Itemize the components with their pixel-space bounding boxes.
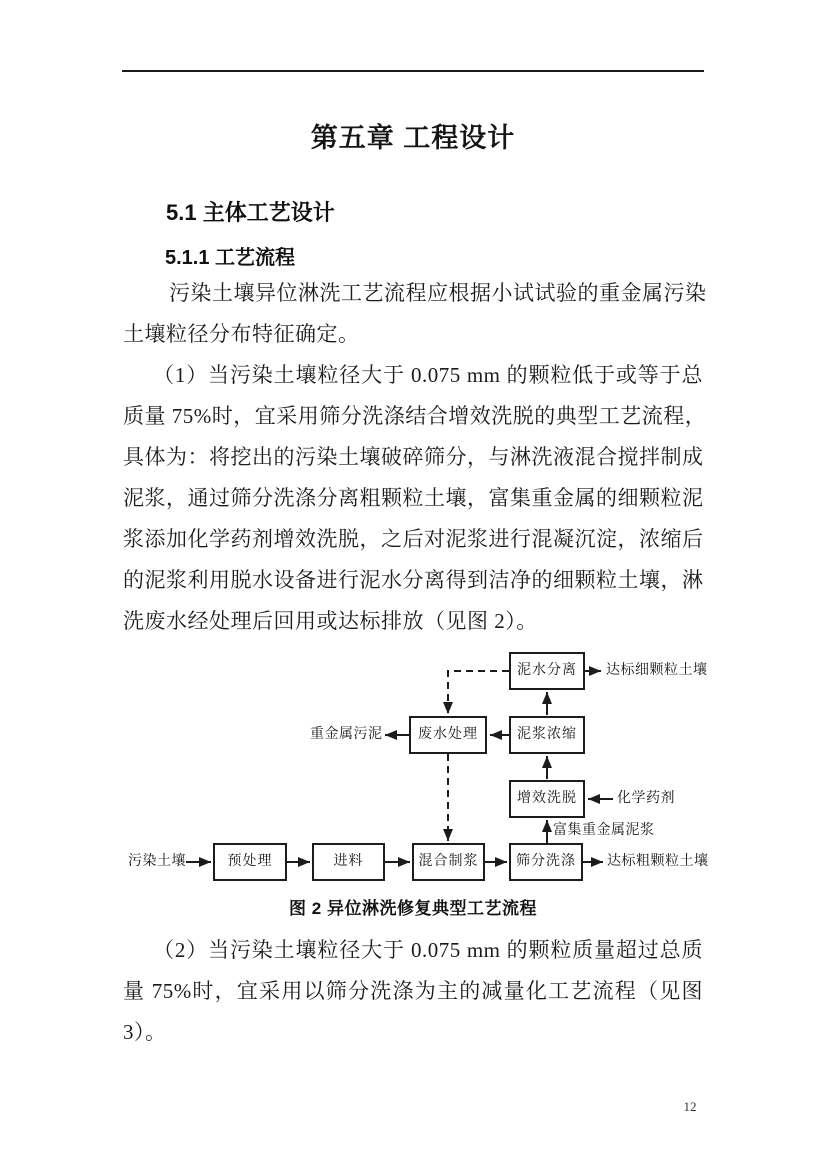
flow-box-mud-water-separation: 泥水分离 bbox=[509, 652, 585, 690]
subsection-heading-5-1-1: 5.1.1 工艺流程 bbox=[165, 247, 296, 269]
text-line: 量 75%时，宜采用以筛分洗涤为主的减量化工艺流程（见图 bbox=[123, 979, 703, 1003]
flow-label-heavy-metal-sludge: 重金属污泥 bbox=[310, 727, 383, 742]
flow-label-chemical-agent: 化学药剂 bbox=[617, 791, 675, 806]
paragraph-case-1 bbox=[123, 355, 707, 642]
text-line: 污染土壤异位淋洗工艺流程应根据小试试验的重金属污染 bbox=[169, 281, 707, 305]
flowchart-arrows bbox=[0, 648, 826, 928]
text-line: 3）。 bbox=[123, 1020, 167, 1044]
chapter-title: 第五章 工程设计 bbox=[310, 123, 516, 153]
text-line: （2）当污染土壤粒径大于 0.075 mm 的颗粒质量超过总质 bbox=[153, 938, 703, 962]
flow-label-enriched-heavy-metal-slurry: 富集重金属泥浆 bbox=[553, 823, 655, 838]
header-rule bbox=[122, 70, 704, 72]
dashed-arrow-separation-to-wastewater bbox=[448, 671, 509, 714]
text-line: 泥浆，通过筛分洗涤分离粗颗粒土壤，富集重金属的细颗粒泥 bbox=[123, 486, 704, 510]
section-heading-5-1: 5.1 主体工艺设计 bbox=[166, 200, 335, 225]
flow-box-wastewater-treatment: 废水处理 bbox=[409, 716, 487, 754]
process-flow-figure bbox=[0, 648, 826, 928]
flow-label-qualified-fine-soil: 达标细颗粒土壤 bbox=[606, 663, 708, 678]
flow-box-mixing-slurry: 混合制浆 bbox=[412, 843, 485, 881]
flow-box-pretreatment: 预处理 bbox=[213, 843, 287, 881]
text-line: 洗废水经处理后回用或达标排放（见图 2）。 bbox=[123, 609, 538, 633]
paragraph-intro bbox=[123, 273, 707, 355]
page-number: 12 bbox=[683, 1099, 697, 1114]
flow-box-enhanced-washing: 增效洗脱 bbox=[509, 780, 585, 818]
text-line: 的泥浆利用脱水设备进行泥水分离得到洁净的细颗粒土壤，淋 bbox=[123, 568, 704, 592]
flow-label-qualified-coarse-soil: 达标粗颗粒土壤 bbox=[607, 854, 709, 869]
flow-box-feeding: 进料 bbox=[312, 843, 385, 881]
flow-box-screening-washing: 筛分洗涤 bbox=[509, 843, 583, 881]
figure-caption: 图 2 异位淋洗修复典型工艺流程 bbox=[289, 899, 537, 918]
text-line: 具体为：将挖出的污染土壤破碎筛分，与淋洗液混合搅拌制成 bbox=[123, 445, 704, 469]
flow-label-contaminated-soil: 污染土壤 bbox=[128, 854, 186, 869]
paragraph-case-2 bbox=[123, 930, 703, 1053]
text-line: 质量 75%时，宜采用筛分洗涤结合增效洗脱的典型工艺流程， bbox=[123, 404, 707, 428]
text-line: （1）当污染土壤粒径大于 0.075 mm 的颗粒低于或等于总 bbox=[153, 363, 703, 387]
flow-box-slurry-thickening: 泥浆浓缩 bbox=[509, 716, 585, 754]
text-line: 浆添加化学药剂增效洗脱，之后对泥浆进行混凝沉淀，浓缩后 bbox=[123, 527, 704, 551]
text-line: 土壤粒径分布特征确定。 bbox=[123, 322, 360, 346]
